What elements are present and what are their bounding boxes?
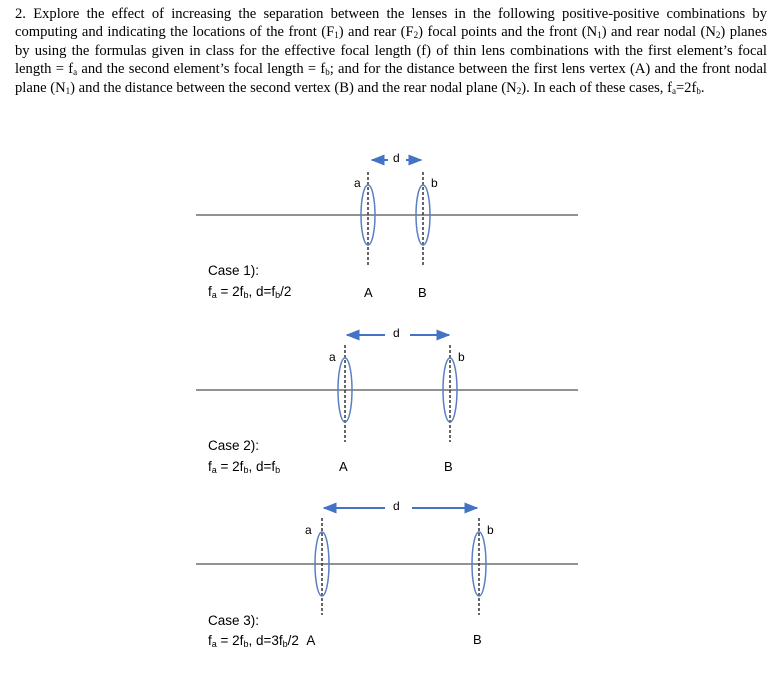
case-3-B-label: B bbox=[473, 632, 482, 647]
case-3-formula: $f_a = 2f_b$, $d=3f_b/2$ A bbox=[208, 633, 316, 649]
case-2-a-label: a bbox=[329, 350, 336, 364]
case-2-formula: $f_a = 2f_b$, $d=f_b$ bbox=[208, 459, 281, 475]
case-1-title: Case 1): bbox=[208, 263, 260, 278]
case-3-title: Case 3): bbox=[208, 613, 260, 628]
case-2-B-label: B bbox=[444, 459, 453, 474]
case-2-b-label: b bbox=[458, 350, 465, 364]
case-3-d-label: d bbox=[393, 499, 400, 513]
case-1-a-label: a bbox=[354, 176, 361, 190]
problem-text: 2. Explore the effect of increasing the separation between the lenses in the following positive-positive combinations by computing and indicating the locations of the front $(F_1)$ and rear $(F_2)$ focal points and the front $(N_1)$ and rear nodal $(N_2)$ planes by using the formulas given in class for the effective focal length (f) of thin lens combinations with the first element’s focal length = $f_a$ and the second element’s focal length = $f_b$; and for the distance between the first lens vertex (A) and the front nodal plane $(N_1)$ and the distance between the second vertex (B) and the rear nodal plane $(N_2)$. In each of these cases, $f_a=2f_b$. bbox=[15, 6, 767, 96]
case-2-title: Case 2): bbox=[208, 438, 260, 453]
case-1-diagram bbox=[196, 160, 578, 265]
case-1-A-label: A bbox=[364, 285, 373, 300]
case-1-B-label: B bbox=[418, 285, 427, 300]
case-2-d-label: d bbox=[393, 326, 400, 340]
case-3-a-label: a bbox=[305, 523, 312, 537]
case-1-b-label: b bbox=[431, 176, 438, 190]
case-2-diagram bbox=[196, 335, 578, 442]
case-3-b-label: b bbox=[487, 523, 494, 537]
case-3-diagram bbox=[196, 508, 578, 615]
case-1-d-label: d bbox=[393, 151, 400, 165]
case-2-A-label: A bbox=[339, 459, 348, 474]
case-1-formula: $f_a = 2f_b$, $d=f_b/2$ bbox=[208, 284, 292, 300]
case-3-A-label: A bbox=[306, 633, 316, 648]
